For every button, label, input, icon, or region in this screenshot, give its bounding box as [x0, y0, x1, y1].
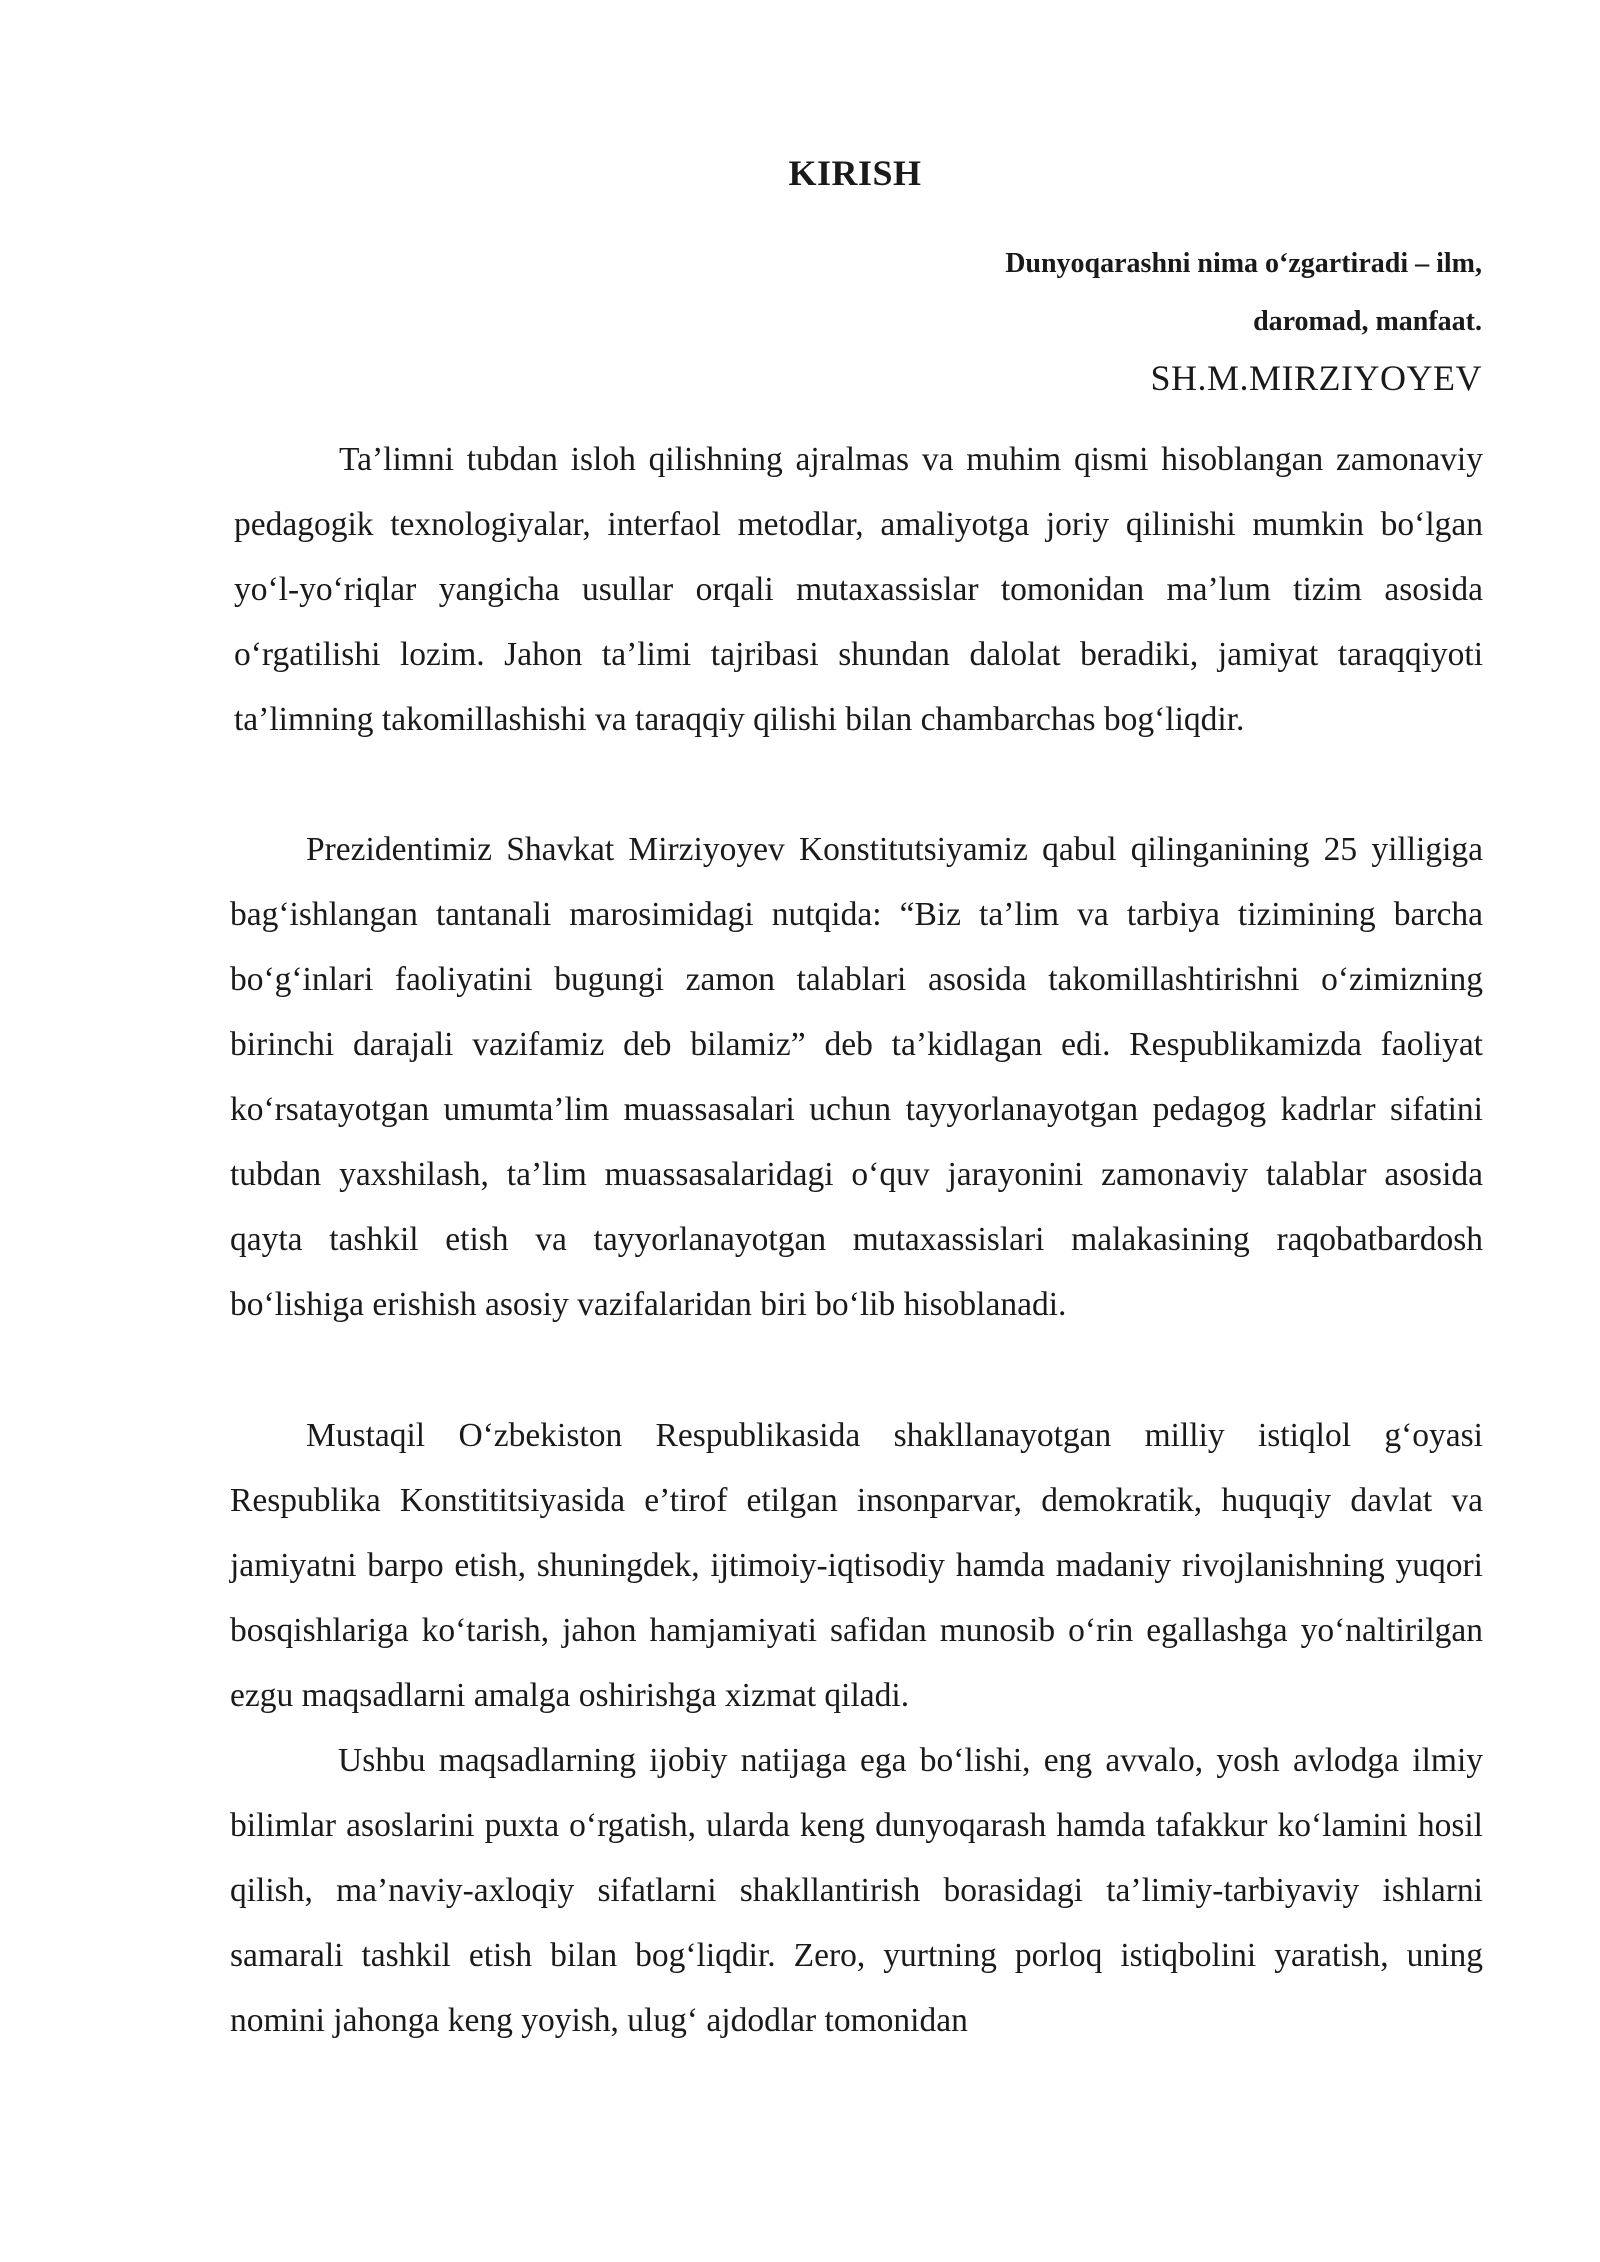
page-title: KIRISH: [788, 153, 922, 193]
paragraph-1: Ta’limni tubdan isloh qilishning ajralmas va muhim qismi hisoblangan zamonaviy pedagogik texnologiyalar, interfaol metodlar, amaliyotga joriy qilinishi mumkin boʻlgan yoʻl-yoʻriqlar yangicha usullar orqali mutaxassislar tomonidan ma’lum tizim asosida oʻrgatilishi lozim. Jahon ta’limi tajribasi shundan dalolat beradiki, jamiyat taraqqiyoti ta’limning takomillashishi va taraqqiy qilishi bilan chambarchas bogʻliqdir.: [234, 441, 1483, 738]
epigraph-line-1: Dunyoqarashni nima oʻzgartiradi – ilm,: [1005, 248, 1482, 279]
epigraph-line-2: daromad, manfaat.: [1253, 306, 1482, 337]
paragraph-3: Mustaqil Oʻzbekiston Respublikasida shakllanayotgan milliy istiqlol gʻoyasi Respublika Konstititsiyasida e’tirof etilgan insonparvar, demokratik, huquqiy davlat va jamiyatni barpo etish, shuningdek, ijtimoiy-iqtisodiy hamda madaniy rivojlanishning yuqori bosqishlariga koʻtarish, jahon hamjamiyati safidan munosib oʻrin egallashga yoʻnaltirilgan ezgu maqsadlarni amalga oshirishga xizmat qiladi.: [230, 1417, 1483, 1714]
paragraph-4: Ushbu maqsadlarning ijobiy natijaga ega boʻlishi, eng avvalo, yosh avlodga ilmiy bilimlar asoslarini puxta oʻrgatish, ularda keng dunyoqarash hamda tafakkur koʻlamini hosil qilish, ma’naviy-axloqiy sifatlarni shakllantirish borasidagi ta’limiy-tarbiyaviy ishlarni samarali tashkil etish bilan bogʻliqdir. Zero, yurtning porloq istiqbolini yaratish, uning nomini jahonga keng yoyish, ulugʻ ajdodlar tomonidan: [230, 1742, 1483, 2039]
epigraph-author: SH.M.MIRZIYOYEV: [1150, 358, 1482, 398]
paragraph-2: Prezidentimiz Shavkat Mirziyoyev Konstitutsiyamiz qabul qilinganining 25 yilligiga bagʻishlangan tantanali marosimidagi nutqida: “Biz ta’lim va tarbiya tizimining barcha boʻgʻinlari faoliyatini bugungi zamon talablari asosida takomillashtirishni oʻzimizning birinchi darajali vazifamiz deb bilamiz” deb ta’kidlagan edi. Respublikamizda faoliyat koʻrsatayotgan umumta’lim muassasalari uchun tayyorlanayotgan pedagog kadrlar sifatini tubdan yaxshilash, ta’lim muassasalaridagi oʻquv jarayonini zamonaviy talablar asosida qayta tashkil etish va tayyorlanayotgan mutaxassislari malakasining raqobatbardosh boʻlishiga erishish asosiy vazifalaridan biri boʻlib hisoblanadi.: [230, 831, 1483, 1323]
